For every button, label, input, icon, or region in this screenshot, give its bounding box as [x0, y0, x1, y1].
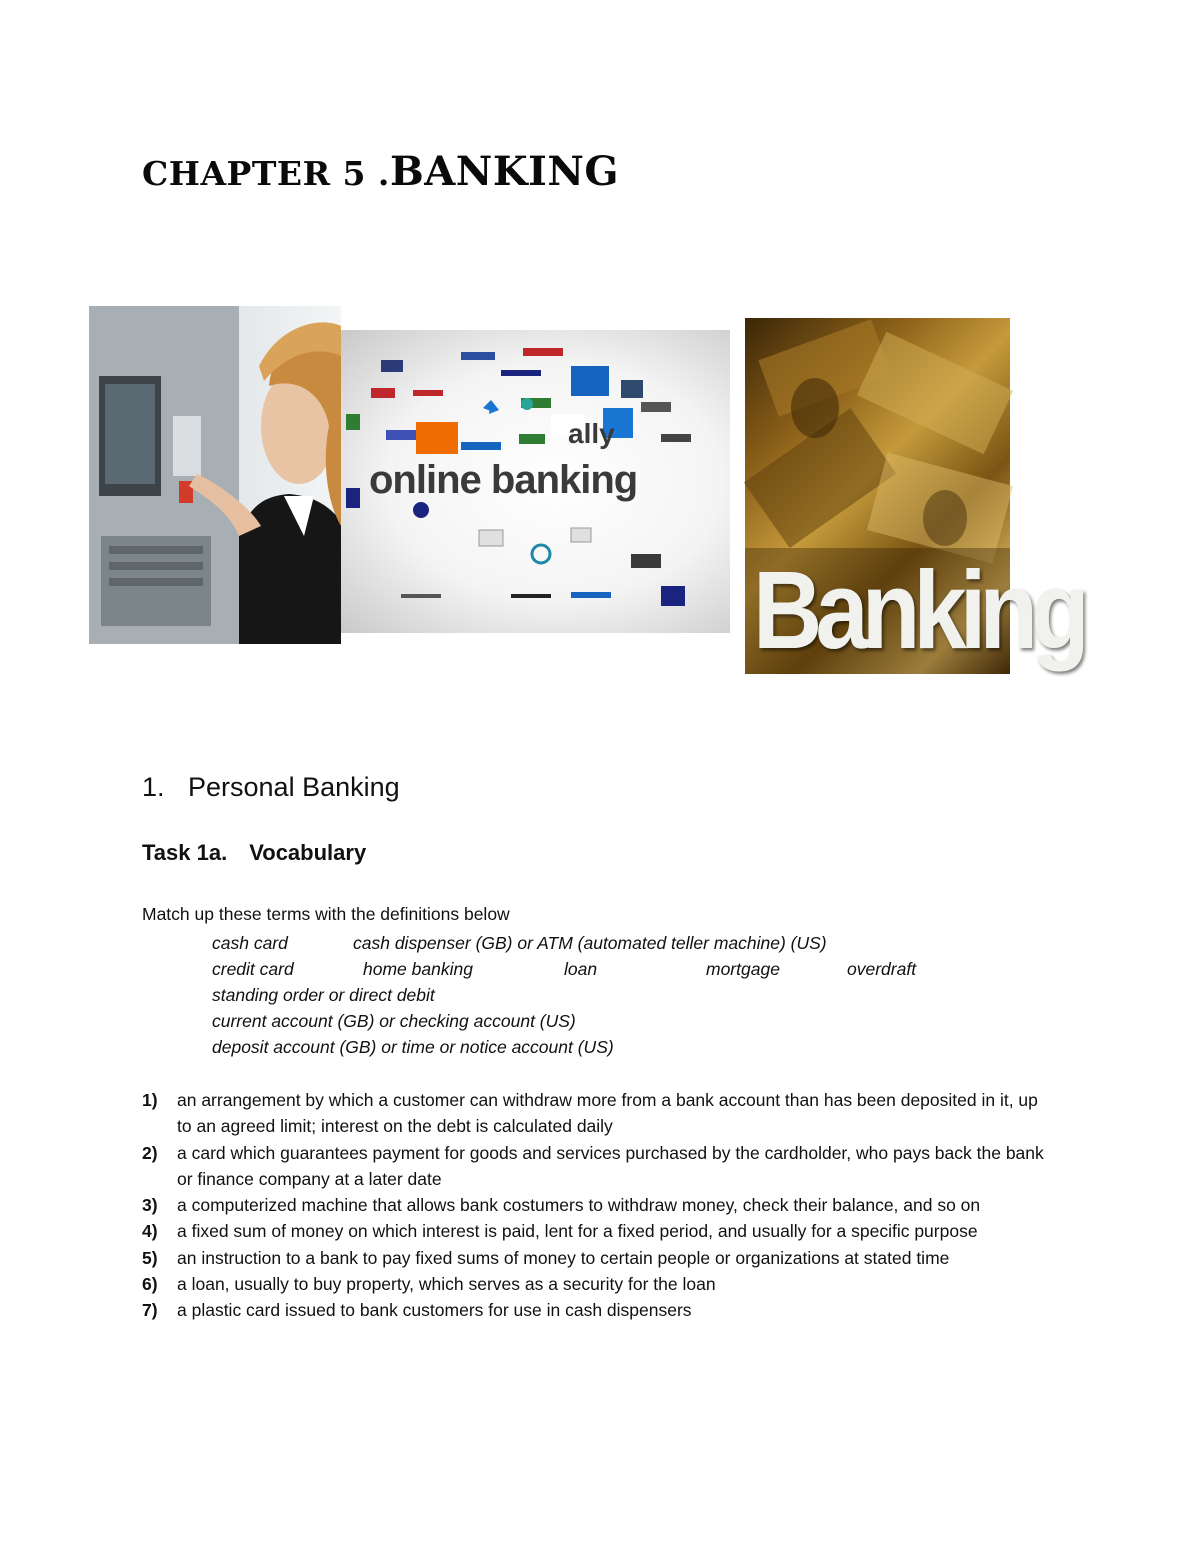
atm-photo — [89, 306, 341, 644]
task-title: Vocabulary — [249, 840, 367, 865]
term-loan: loan — [564, 959, 598, 979]
definition-item — [142, 1271, 1047, 1297]
atm-illustration — [89, 306, 341, 644]
online-banking-text: online banking — [369, 458, 638, 502]
definition-item — [142, 1140, 1047, 1193]
definition-item — [142, 1087, 1047, 1140]
ally-logo: ally — [568, 418, 615, 449]
term-cash-card: cash card — [212, 933, 288, 953]
definition-text: an arrangement by which a customer can withdraw more from a bank account than has been deposited in it, up to an agreed limit; interest on the debt is calculated daily — [177, 1090, 1038, 1137]
term-home-banking: home banking — [363, 959, 473, 979]
term-deposit-account: deposit account (GB) or time or notice account (US) — [212, 1037, 614, 1057]
term-standing-order: standing order or direct debit — [212, 985, 435, 1005]
definition-item — [142, 1245, 1047, 1271]
definition-number: 5) — [142, 1247, 158, 1268]
chapter-title-prefix: CHAPTER 5 . — [142, 154, 390, 193]
term-overdraft: overdraft — [847, 959, 917, 979]
definition-text: a plastic card issued to bank customers for use in cash dispensers — [177, 1300, 692, 1321]
definition-number: 1) — [142, 1090, 158, 1110]
term-mortgage: mortgage — [706, 959, 780, 979]
term-cash-dispenser: cash dispenser (GB) or ATM (automated teller machine) (US) — [353, 933, 827, 953]
instruction-text: Match up these terms with the definitions below — [142, 904, 510, 924]
definition-number: 2) — [142, 1142, 158, 1163]
definition-text: an instruction to a bank to pay fixed sums of money to certain people or organizations at stated time — [177, 1247, 950, 1268]
chapter-title — [142, 148, 619, 195]
definition-number: 7) — [142, 1300, 158, 1321]
chapter-title-main: BANKING — [389, 148, 620, 195]
banking-money-photo — [745, 318, 1083, 674]
online-banking-photo — [341, 330, 730, 633]
section-number: 1. — [142, 772, 165, 802]
section-title: Personal Banking — [188, 772, 400, 802]
definition-text: a card which guarantees payment for goods and services purchased by the cardholder, who pays back the bank or finance company at a later date — [177, 1142, 1044, 1189]
banking-image-text: Banking — [753, 549, 1083, 673]
definition-text: a fixed sum of money on which interest is paid, lent for a fixed period, and usually for a specific purpose — [177, 1221, 978, 1242]
definitions-list — [142, 1087, 1047, 1324]
definition-item — [142, 1192, 1047, 1218]
definition-text: a computerized machine that allows bank costumers to withdraw money, check their balance, and so on — [177, 1195, 981, 1216]
definition-item — [142, 1218, 1047, 1244]
task-label: Task 1a. — [142, 840, 228, 865]
definition-item — [142, 1297, 1047, 1323]
definition-number: 4) — [142, 1221, 158, 1242]
task-heading — [142, 840, 366, 866]
definition-number: 6) — [142, 1274, 158, 1295]
term-credit-card: credit card — [212, 959, 294, 979]
term-current-account: current account (GB) or checking account (US) — [212, 1011, 576, 1031]
definition-text: a loan, usually to buy property, which serves as a security for the loan — [177, 1274, 716, 1295]
section-heading — [142, 772, 400, 803]
definition-number: 3) — [142, 1195, 158, 1216]
